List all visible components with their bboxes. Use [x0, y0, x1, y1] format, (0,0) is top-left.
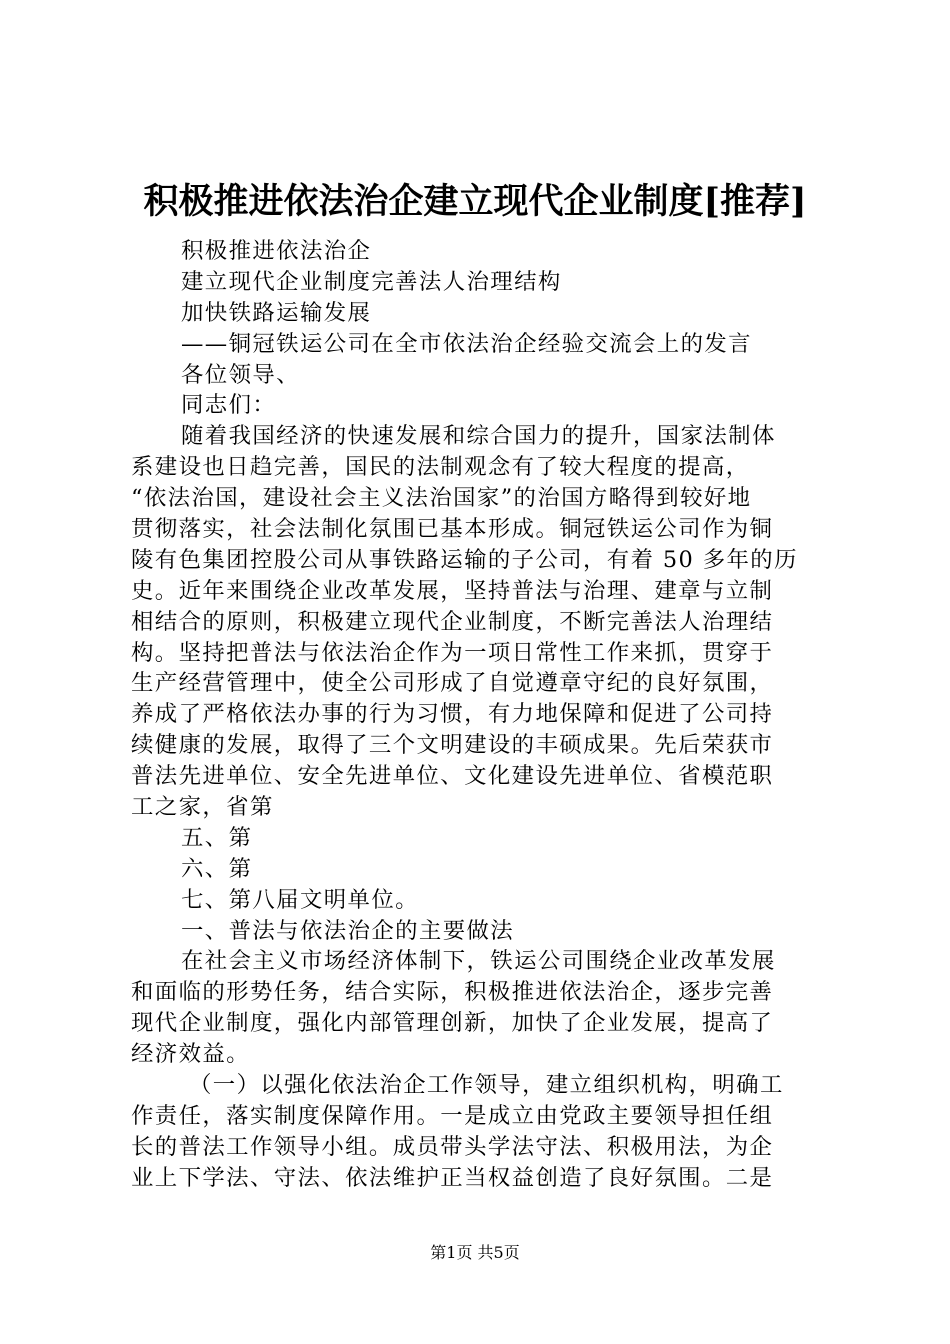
paragraph-line: 随着我国经济的快速发展和综合国力的提升，国家法制体 [181, 423, 776, 450]
list-line: 七、第八届文明单位。 [181, 886, 419, 913]
paragraph-line: 经济效益。 [131, 1041, 250, 1068]
section-heading: 一、普法与依法治企的主要做法 [181, 917, 515, 944]
subtitle-line: 积极推进依法治企 [181, 238, 372, 264]
paragraph-line: 养成了严格依法办事的行为习惯，有力地保障和促进了公司持 [131, 701, 774, 728]
paragraph-line: 和面临的形势任务，结合实际，积极推进依法治企，逐步完善 [131, 979, 774, 1006]
paragraph-line: 长的普法工作领导小组。成员带头学法守法、积极用法，为企 [131, 1133, 774, 1160]
salutation-line: 同志们： [181, 392, 277, 419]
paragraph-line: 普法先进单位、安全先进单位、文化建设先进单位、省模范职 [131, 763, 774, 790]
list-line: 五、第 [181, 824, 253, 851]
paragraph-line: 相结合的原则，积极建立现代企业制度，不断完善法人治理结 [131, 608, 774, 635]
paragraph-line: 贯彻落实，社会法制化氛围已基本形成。铜冠铁运公司作为铜 [131, 516, 774, 543]
page-footer: 第1页 共5页 [430, 1243, 520, 1262]
document-title: 积极推进依法治企建立现代企业制度[推荐] [143, 181, 807, 222]
paragraph-line: （一）以强化依法治企工作领导，建立组织机构，明确工 [189, 1072, 784, 1099]
paragraph-line: 现代企业制度，强化内部管理创新，加快了企业发展，提高了 [131, 1010, 774, 1037]
paragraph-line: “依法治国，建设社会主义法治国家”的治国方略得到较好地 [131, 485, 752, 512]
list-line: 六、第 [181, 855, 253, 882]
paragraph-line: 系建设也日趋完善，国民的法制观念有了较大程度的提高， [131, 454, 750, 481]
paragraph-line: 生产经营管理中，使全公司形成了自觉遵章守纪的良好氛围， [131, 670, 774, 697]
document-body [131, 236, 831, 1194]
paragraph-line: 陵有色集团控股公司从事铁路运输的子公司，有着 50 多年的历 [131, 546, 798, 573]
paragraph-line: 在社会主义市场经济体制下，铁运公司围绕企业改革发展 [181, 948, 776, 975]
salutation-line: 各位领导、 [181, 361, 300, 388]
paragraph-line: 业上下学法、守法、依法维护正当权益创造了良好氛围。二是 [131, 1164, 774, 1191]
paragraph-line: 工之家，省第 [131, 794, 274, 821]
paragraph-line: 构。坚持把普法与依法治企作为一项日常性工作来抓，贯穿于 [131, 639, 774, 666]
subtitle-line: 建立现代企业制度完善法人治理结构 [181, 268, 562, 295]
subtitle-line: 加快铁路运输发展 [181, 299, 372, 326]
subtitle-line: ——铜冠铁运公司在全市依法治企经验交流会上的发言 [181, 330, 752, 357]
paragraph-line: 作责任，落实制度保障作用。一是成立由党政主要领导担任组 [131, 1102, 774, 1129]
paragraph-line: 史。近年来围绕企业改革发展，坚持普法与治理、建章与立制 [131, 577, 774, 604]
paragraph-line: 续健康的发展，取得了三个文明建设的丰硕成果。先后荣获市 [131, 732, 774, 759]
